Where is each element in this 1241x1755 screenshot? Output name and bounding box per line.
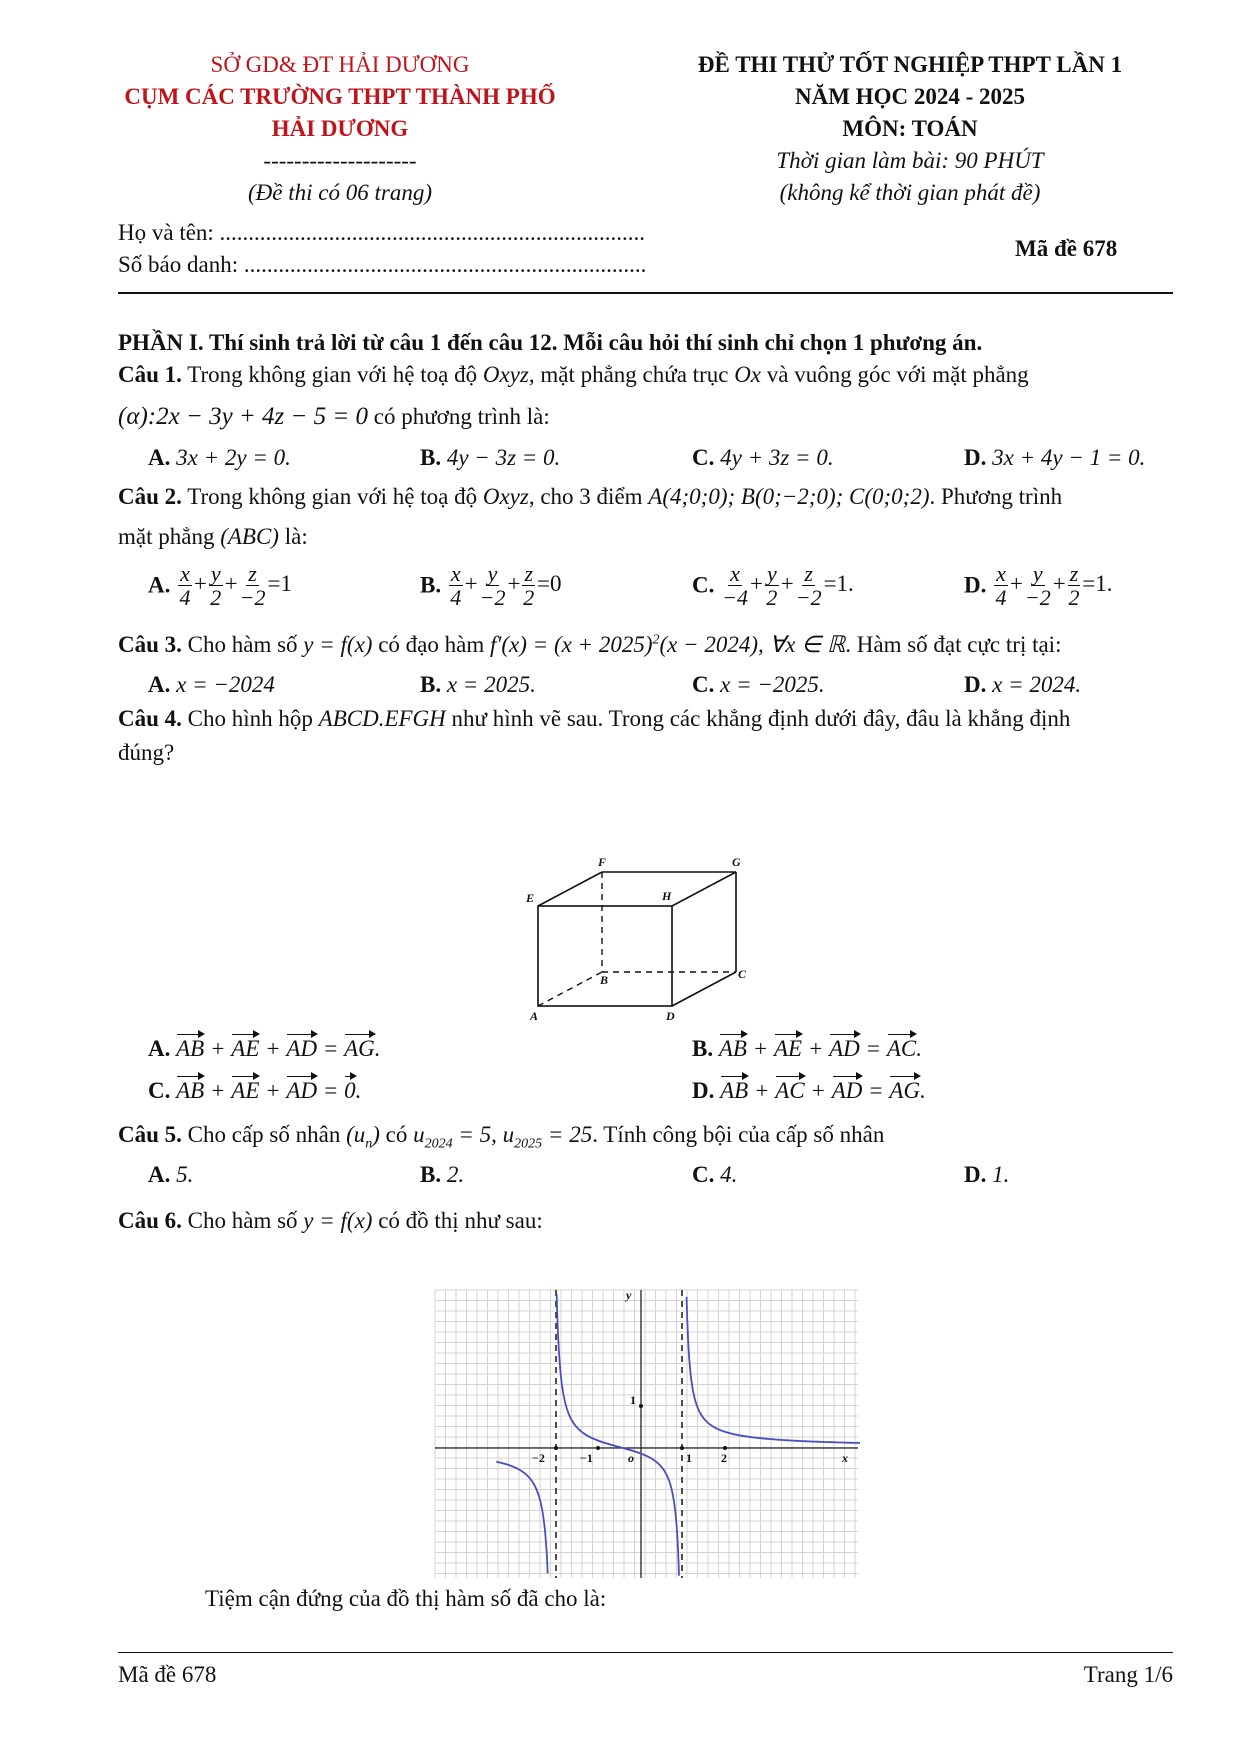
exam-title: ĐỀ THI THỬ TỐT NGHIỆP THPT LẦN 1 (697, 52, 1123, 77)
time-limit: Thời gian làm bài: 90 PHÚT (776, 148, 1044, 173)
school-year: NĂM HỌC 2024 - 2025 (795, 84, 1025, 109)
question-1: Câu 1. Trong không gian với hệ toạ độ Oxyz, mặt phẳng chứa trục Ox và vuông góc với mặt phẳng (118, 362, 1029, 387)
q1-option-b[interactable]: B. 4y − 3z = 0. (420, 445, 561, 470)
x-axis-label: x (842, 1451, 848, 1465)
question-3: Câu 3. Cho hàm số y = f(x) có đạo hàm $f'(x) = (x + 2025)^2(x - 2024)$, ∀x ∈ ℝ. Hàm số đạt cực trị tại: (118, 632, 1062, 657)
q2-option-c[interactable]: C. $\frac{x}{-4}$ + $\frac{y}{2}$ + $\frac{z}{-2}$ =1. (692, 561, 854, 611)
question-1-line2: (α):2x − 3y + 4z − 5 = 0 có phương trình là: (118, 403, 550, 430)
q5-option-a[interactable]: A. 5. (148, 1162, 194, 1187)
q5-option-d[interactable]: D. 1. (964, 1162, 1010, 1187)
y-tick-1: 1 (630, 1393, 636, 1407)
question-label: Câu 5. (118, 1122, 182, 1147)
time-note: (không kể thời gian phát đề) (779, 180, 1041, 205)
vertex-h: H (662, 889, 672, 903)
part1-instruction: PHẦN I. Thí sinh trả lời từ câu 1 đến câu 12. Mỗi câu hỏi thí sinh chỉ chọn 1 phương án. (118, 330, 983, 355)
q5-option-c[interactable]: C. 4. (692, 1162, 738, 1187)
q4-option-b[interactable]: B. AB + AE + AD = AC. (692, 1036, 922, 1061)
q5-option-b[interactable]: B. 2. (420, 1162, 465, 1187)
footer-exam-code: Mã đề 678 (118, 1662, 217, 1687)
vertex-f: F (598, 858, 607, 869)
question-2: Câu 2. Trong không gian với hệ toạ độ Oxyz, cho 3 điểm A(4;0;0); B(0;−2;0); C(0;0;2). Phương trình (118, 484, 1063, 509)
page-count-note: (Đề thi có 06 trang) (248, 180, 432, 205)
plane-equation: (α):2x − 3y + 4z − 5 = 0 (118, 403, 368, 430)
question-4-line2: đúng? (118, 740, 175, 765)
school-department: SỞ GD& ĐT HẢI DƯƠNG (210, 52, 470, 77)
q1-option-d[interactable]: D. 3x + 4y − 1 = 0. (964, 445, 1146, 470)
origin-label: o (628, 1451, 634, 1465)
question-label: Câu 2. (118, 484, 182, 509)
q4-option-d[interactable]: D. AB + AC + AD = AG. (692, 1078, 926, 1103)
q1-option-c[interactable]: C. 4y + 3z = 0. (692, 445, 834, 470)
school-cluster: CỤM CÁC TRƯỜNG THPT THÀNH PHỐ (124, 84, 556, 109)
curve-middle-branch (557, 1294, 679, 1576)
question-label: Câu 3. (118, 632, 182, 657)
question-label: Câu 4. (118, 706, 182, 731)
points: A(4;0;0); B(0;−2;0); C(0;0;2) (648, 484, 930, 509)
q1-option-a[interactable]: A. 3x + 2y = 0. (148, 445, 291, 470)
q3-option-a[interactable]: A. x = −2024 (148, 672, 275, 697)
q2-option-b[interactable]: B. $\frac{x}{4}$ + $\frac{y}{-2}$ + $\frac{z}{2}$ =0 (420, 561, 562, 611)
vertex-g: G (732, 858, 741, 869)
x-tick-2: 2 (721, 1451, 727, 1465)
header-rule (118, 292, 1173, 294)
q3-option-d[interactable]: D. x = 2024. (964, 672, 1082, 697)
question-6-prompt: Tiệm cận đứng của đồ thị hàm số đã cho là: (205, 1586, 607, 1611)
header-divider-dashes: -------------------- (263, 148, 417, 173)
question-label: Câu 6. (118, 1208, 182, 1233)
x-tick-1: 1 (686, 1451, 692, 1465)
question-6: Câu 6. Cho hàm số y = f(x) có đồ thị như sau: (118, 1208, 543, 1233)
vertex-d: D (666, 1009, 675, 1023)
footer-rule (118, 1652, 1173, 1653)
q4-option-a[interactable]: A. AB + AE + AD = AG. (148, 1036, 381, 1061)
subject: MÔN: TOÁN (842, 116, 978, 141)
vertex-e: E (526, 891, 535, 905)
school-city: HẢI DƯƠNG (271, 116, 409, 141)
y-axis-label: y (626, 1288, 632, 1302)
vertex-b: B (600, 973, 609, 987)
candidate-id-field[interactable]: Số báo danh: ...................................................................... (118, 252, 647, 277)
vertex-c: C (738, 967, 747, 981)
question-4: Câu 4. Cho hình hộp ABCD.EFGH như hình vẽ sau. Trong các khẳng định dưới đây, đâu là khẳng định (118, 706, 1071, 731)
question-5: Câu 5. Cho cấp số nhân $(u_n)$ có $u_{2024} = 5$, $u_{2025} = 25$. Tính công bội của cấp số nhân (118, 1122, 885, 1152)
exam-code: Mã đề 678 (1015, 236, 1118, 261)
q2-option-a[interactable]: A. $\frac{x}{4}$ + $\frac{y}{2}$ + $\frac{z}{-2}$ =1 (148, 561, 292, 611)
vertex-a: A (530, 1009, 539, 1023)
q3-option-b[interactable]: B. x = 2025. (420, 672, 536, 697)
x-tick-m2: −2 (532, 1451, 545, 1465)
question-label: Câu 1. (118, 362, 182, 387)
q3-option-c[interactable]: C. x = −2025. (692, 672, 825, 697)
function-graph (432, 1286, 860, 1582)
question-2-line2: mặt phẳng (ABC) là: (118, 524, 308, 549)
page-number: Trang 1/6 (1083, 1662, 1173, 1687)
q2-option-d[interactable]: D. $\frac{x}{4}$ + $\frac{y}{-2}$ + $\frac{z}{2}$ =1. (964, 561, 1113, 611)
name-field[interactable]: Họ và tên: .......................................................................... (118, 220, 646, 245)
cuboid-figure (520, 858, 760, 1026)
x-tick-m1: −1 (580, 1451, 593, 1465)
q4-option-c[interactable]: C. AB + AE + AD = 0. (148, 1078, 362, 1103)
